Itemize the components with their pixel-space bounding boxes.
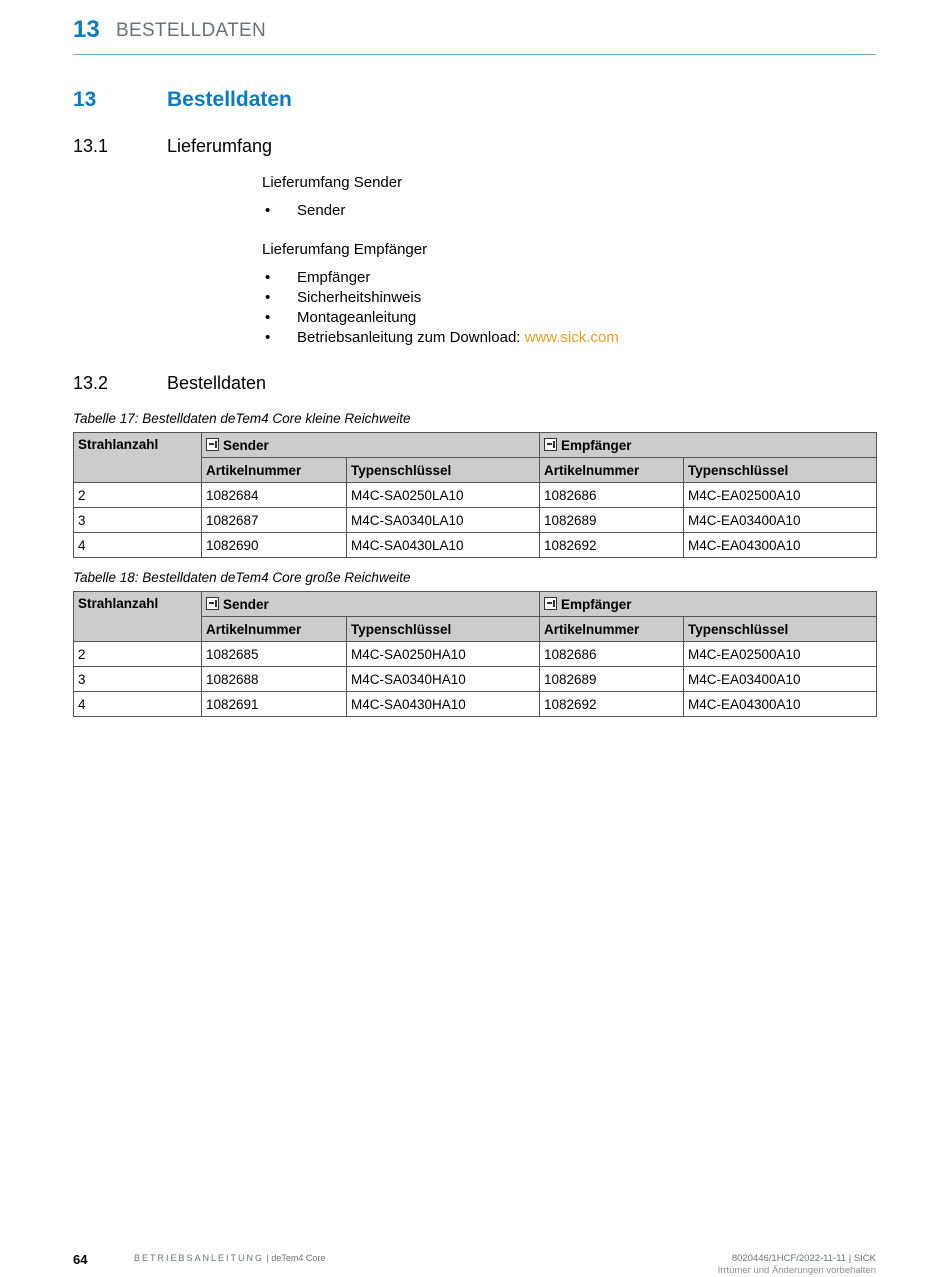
header-beams: Strahlanzahl (74, 433, 202, 483)
scope-receiver-heading: Lieferumfang Empfänger (262, 241, 428, 258)
section-title: Bestelldaten (167, 373, 267, 393)
header-part-no: Artikelnummer (540, 617, 684, 642)
running-header (73, 14, 876, 55)
cell-receiver-part-no: 1082689 (540, 667, 684, 692)
cell-sender-part-no: 1082688 (202, 667, 347, 692)
scope-receiver-list (262, 268, 619, 348)
table-row (74, 667, 877, 692)
footer-separator: | (264, 1253, 272, 1263)
list-item: • Empfänger (262, 268, 619, 288)
footer-product: deTem4 Core (271, 1253, 326, 1263)
cell-sender-type-code: M4C-SA0340LA10 (347, 508, 540, 533)
header-part-no: Artikelnummer (202, 458, 347, 483)
footer-doc-type: BETRIEBSANLEITUNG (134, 1253, 265, 1263)
cell-receiver-type-code: M4C-EA04300A10 (684, 533, 877, 558)
order-table-18 (73, 591, 877, 717)
table-row (74, 533, 877, 558)
header-receiver: Empfänger (540, 433, 877, 458)
cell-sender-part-no: 1082691 (202, 692, 347, 717)
header-chapter-number: 13 (73, 16, 100, 43)
header-beams: Strahlanzahl (74, 592, 202, 642)
cell-receiver-type-code: M4C-EA03400A10 (684, 508, 877, 533)
cell-beams: 3 (74, 667, 202, 692)
table-row (74, 508, 877, 533)
list-item-download (262, 328, 619, 348)
footer-doc-label (134, 1253, 325, 1263)
cell-sender-part-no: 1082690 (202, 533, 347, 558)
download-text: Betriebsanleitung zum Download: (297, 329, 525, 346)
table-18-caption: Tabelle 18: Bestelldaten deTem4 Core große Reichweite (73, 570, 411, 585)
sender-device-icon (206, 438, 219, 451)
cell-sender-type-code: M4C-SA0430HA10 (347, 692, 540, 717)
cell-receiver-type-code: M4C-EA04300A10 (684, 692, 877, 717)
footer-disclaimer: Irrtümer und Änderungen vorbehalten (717, 1265, 876, 1276)
cell-beams: 3 (74, 508, 202, 533)
section-heading-13-2 (73, 373, 267, 394)
cell-receiver-part-no: 1082692 (540, 692, 684, 717)
header-sender: Sender (202, 433, 540, 458)
cell-sender-type-code: M4C-SA0430LA10 (347, 533, 540, 558)
cell-sender-part-no: 1082687 (202, 508, 347, 533)
cell-sender-type-code: M4C-SA0340HA10 (347, 667, 540, 692)
section-number: 13.1 (73, 136, 109, 156)
cell-sender-part-no: 1082684 (202, 483, 347, 508)
header-type-code: Typenschlüssel (347, 617, 540, 642)
header-type-code: Typenschlüssel (684, 458, 877, 483)
sender-device-icon (206, 597, 219, 610)
table-row (74, 483, 877, 508)
receiver-device-icon (544, 597, 557, 610)
cell-beams: 4 (74, 533, 202, 558)
cell-beams: 2 (74, 642, 202, 667)
chapter-heading-title: Bestelldaten (167, 88, 292, 111)
cell-sender-type-code: M4C-SA0250HA10 (347, 642, 540, 667)
header-type-code: Typenschlüssel (684, 617, 877, 642)
header-chapter-title: BESTELLDATEN (116, 20, 267, 41)
section-heading-13-1 (73, 136, 273, 157)
header-type-code: Typenschlüssel (347, 458, 540, 483)
cell-receiver-part-no: 1082689 (540, 508, 684, 533)
chapter-heading (73, 88, 292, 112)
list-item: • Sicherheitshinweis (262, 288, 619, 308)
order-table-17 (73, 432, 877, 558)
header-part-no: Artikelnummer (202, 617, 347, 642)
header-part-no: Artikelnummer (540, 458, 684, 483)
cell-receiver-part-no: 1082686 (540, 483, 684, 508)
header-sender: Sender (202, 592, 540, 617)
section-title: Lieferumfang (167, 136, 273, 156)
list-item: • Sender (262, 201, 345, 221)
cell-beams: 2 (74, 483, 202, 508)
cell-receiver-type-code: M4C-EA02500A10 (684, 483, 877, 508)
receiver-device-icon (544, 438, 557, 451)
cell-beams: 4 (74, 692, 202, 717)
section-number: 13.2 (73, 373, 109, 393)
list-item: • Montageanleitung (262, 308, 619, 328)
cell-sender-type-code: M4C-SA0250LA10 (347, 483, 540, 508)
scope-sender-heading: Lieferumfang Sender (262, 174, 403, 191)
cell-receiver-part-no: 1082686 (540, 642, 684, 667)
cell-receiver-part-no: 1082692 (540, 533, 684, 558)
cell-receiver-type-code: M4C-EA03400A10 (684, 667, 877, 692)
footer-doc-id: 8020446/1HCF/2022-11-11 | SICK (731, 1253, 876, 1264)
cell-receiver-type-code: M4C-EA02500A10 (684, 642, 877, 667)
scope-sender-list (262, 201, 345, 221)
cell-sender-part-no: 1082685 (202, 642, 347, 667)
table-row (74, 642, 877, 667)
header-receiver: Empfänger (540, 592, 877, 617)
table-17-caption: Tabelle 17: Bestelldaten deTem4 Core kleine Reichweite (73, 411, 411, 426)
download-link[interactable]: www.sick.com (524, 329, 619, 346)
page-number: 64 (73, 1252, 88, 1267)
table-row (74, 692, 877, 717)
chapter-heading-number: 13 (73, 88, 97, 111)
